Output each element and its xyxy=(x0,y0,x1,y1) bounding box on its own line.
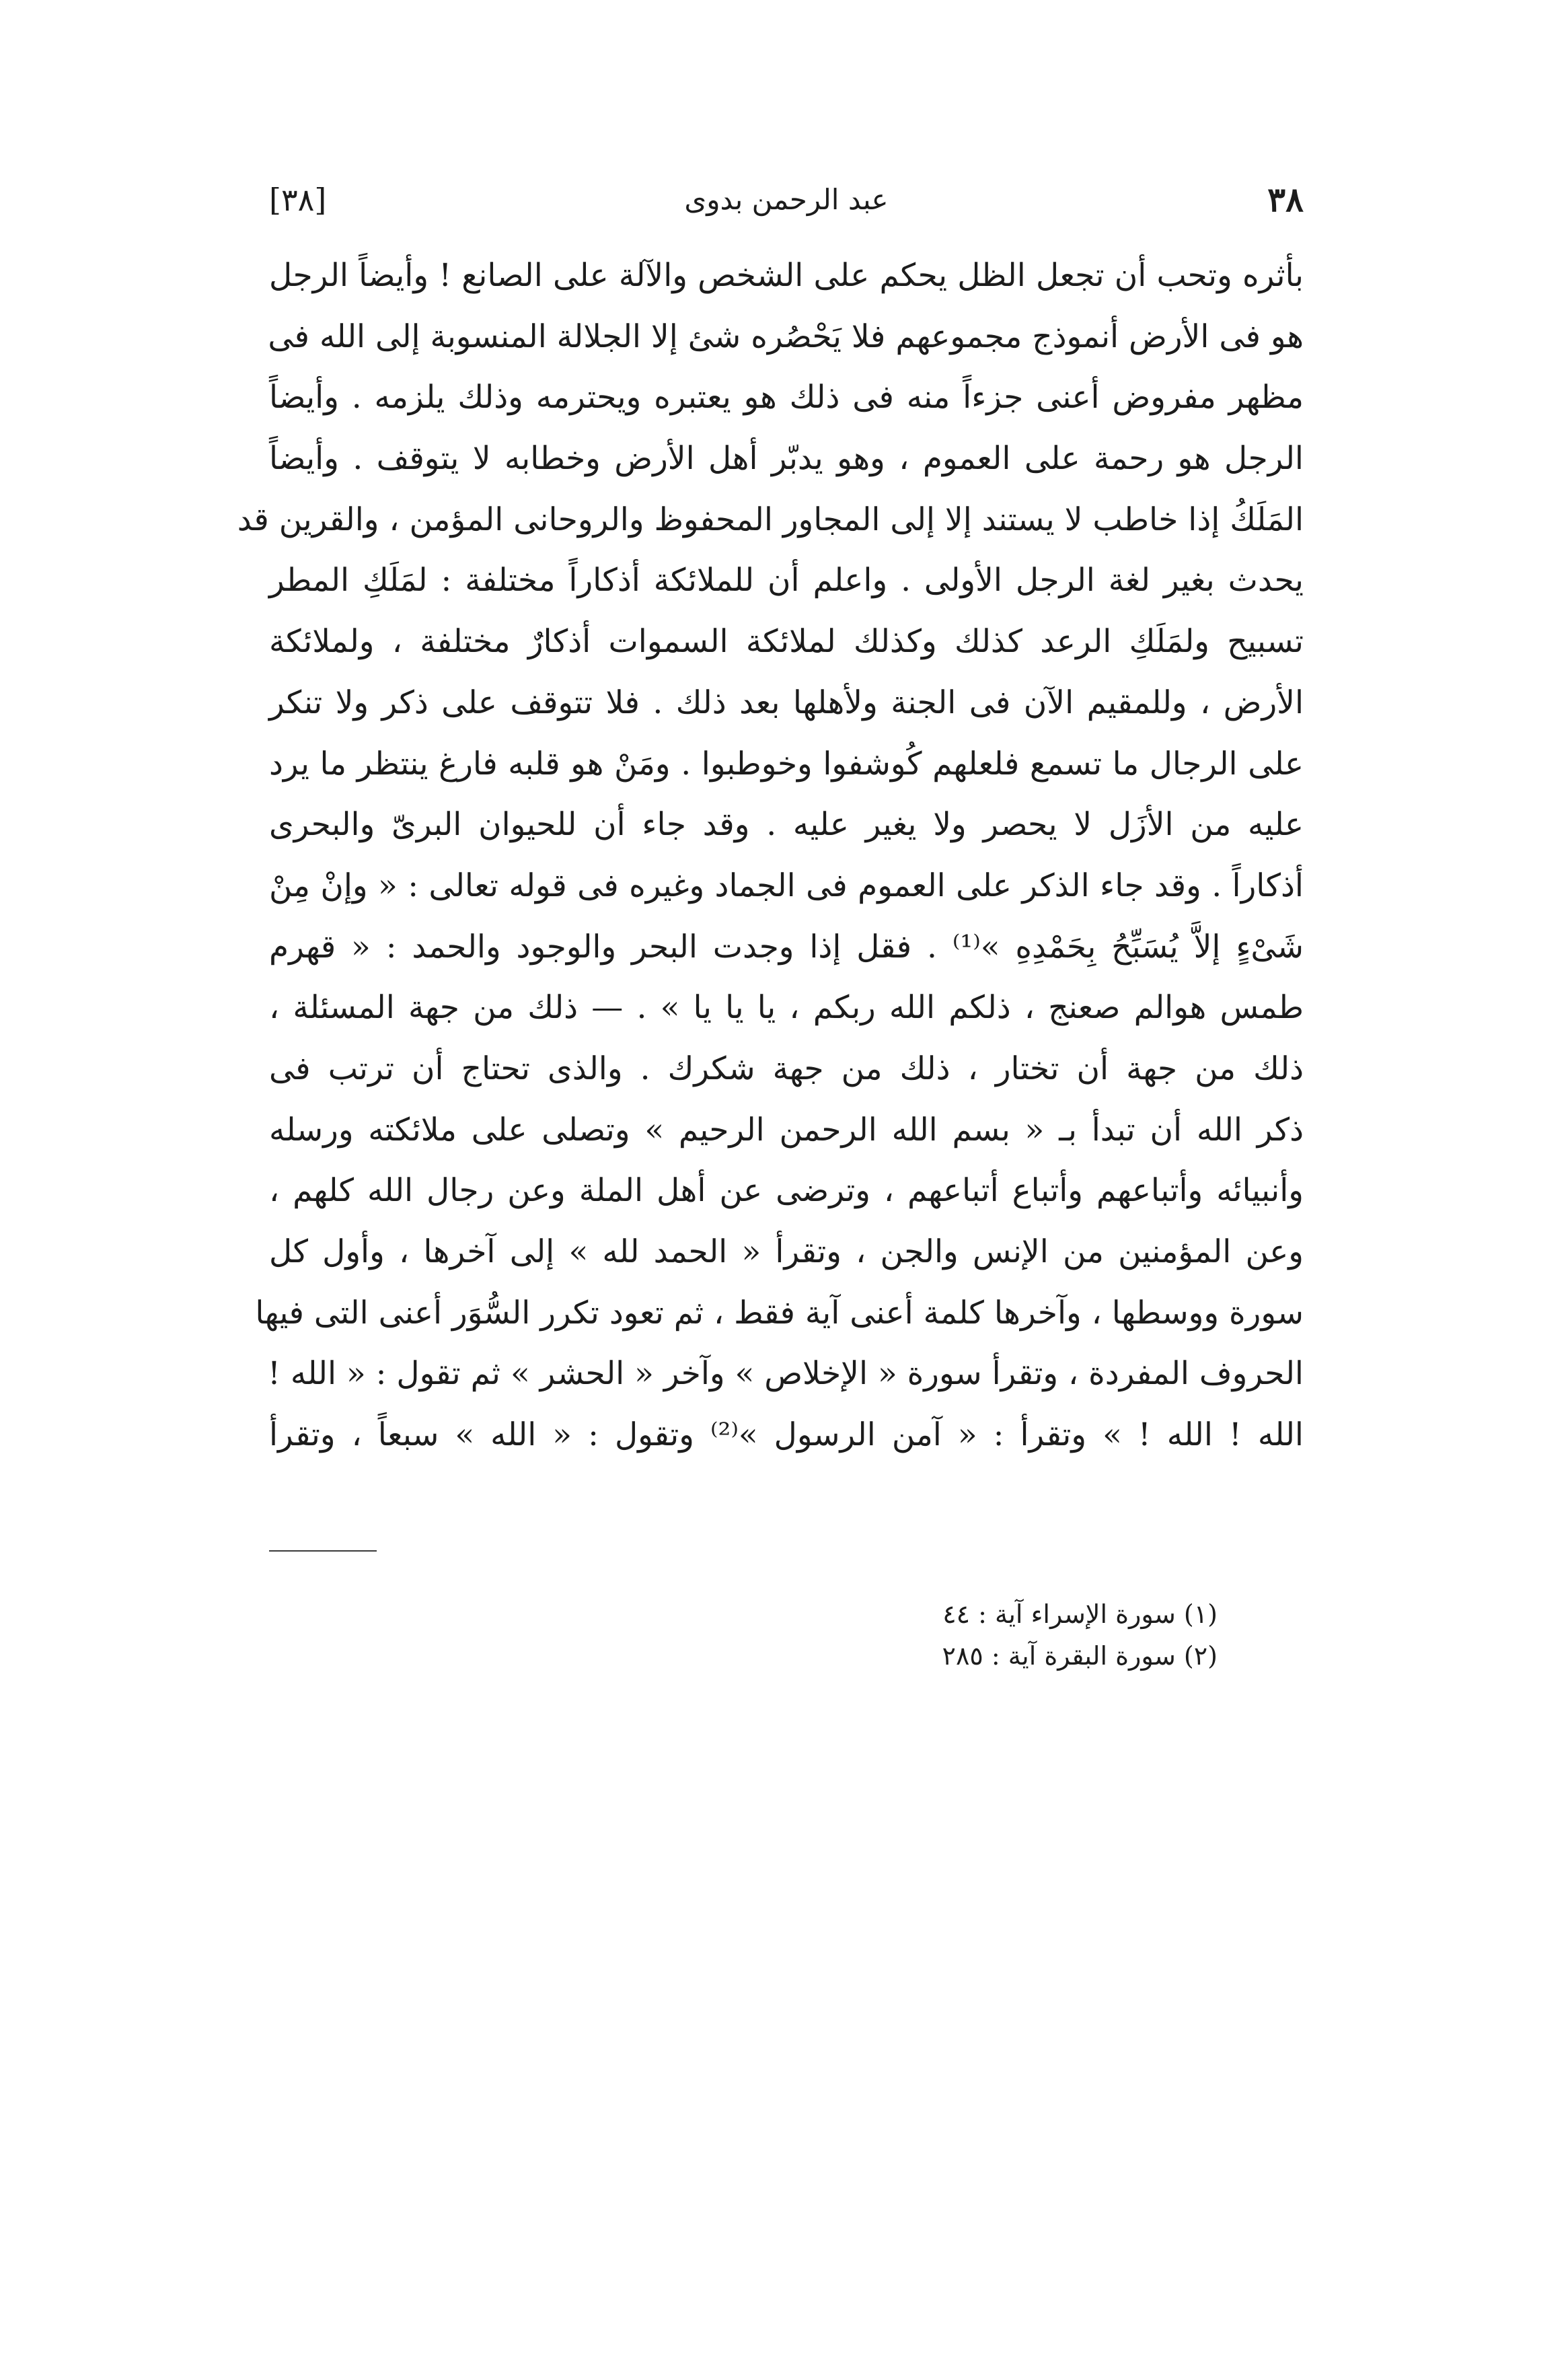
text-line: تسبيح ولمَلَكِ الرعد كذلك وكذلك لملائكة السموات أذكارٌ مختلفة ، ولملائكة xyxy=(269,623,1304,661)
original-page-reference: [٣٨] xyxy=(269,182,327,218)
running-title: عبد الرحمن بدوى xyxy=(684,183,889,216)
text-line: بأثره وتحب أن تجعل الظل يحكم على الشخص والآلة على الصانع ! وأيضاً الرجل xyxy=(269,257,1304,294)
text-line: طمس هوالم صعنج ، ذلكم الله ربكم ، يا يا يا » . — ذلك من جهة المسئلة ، xyxy=(269,989,1304,1027)
footnote-separator xyxy=(269,1550,377,1552)
page-number: ٣٨ xyxy=(1267,180,1304,219)
footnote: (١) سورة الإسراء آية : ٤٤ xyxy=(942,1599,1218,1629)
text-line: ذلك من جهة أن تختار ، ذلك من جهة شكرك . والذى تحتاج أن ترتب فى xyxy=(269,1050,1304,1087)
page-header xyxy=(269,176,1304,223)
text-line: وعن المؤمنين من الإنس والجن ، وتقرأ « الحمد لله » إلى آخرها ، وأول كل xyxy=(269,1233,1304,1270)
text-line: وأنبيائه وأتباعهم وأتباع أتباعهم ، وترضى عن أهل الملة وعن رجال الله كلهم ، xyxy=(269,1172,1304,1210)
text-line: يحدث بغير لغة الرجل الأولى . واعلم أن للملائكة أذكاراً مختلفة : لمَلَكِ المطر xyxy=(269,562,1304,600)
text-line: سورة ووسطها ، وآخرها كلمة أعنى آية فقط ، ثم تعود تكرر السُّوَر أعنى التى فيها xyxy=(255,1294,1304,1332)
body-text xyxy=(237,246,1304,1466)
text-line: عليه من الأزَل لا يحصر ولا يغير عليه . وقد جاء أن للحيوان البرىّ والبحرى xyxy=(269,806,1304,844)
text-line: الأرض ، وللمقيم الآن فى الجنة ولأهلها بعد ذلك . فلا تتوقف على ذكر ولا تنكر xyxy=(269,684,1304,721)
text-line: الرجل هو رحمة على العموم ، وهو يدبّر أهل الأرض وخطابه لا يتوقف . وأيضاً xyxy=(269,440,1304,478)
text-line: مظهر مفروض أعنى جزءاً منه فى ذلك هو يعتبره ويحترمه وذلك يلزمه . وأيضاً xyxy=(269,379,1304,416)
text-line: هو فى الأرض أنموذج مجموعهم فلا يَحْصُره شئ إلا الجلالة المنسوبة إلى الله فى xyxy=(268,318,1304,355)
footnote: (٢) سورة البقرة آية : ٢٨٥ xyxy=(942,1641,1218,1671)
footnotes xyxy=(767,1593,1218,1677)
text-line: أذكاراً . وقد جاء الذكر على العموم فى الجماد وغيره فى قوله تعالى : « وإنْ مِنْ xyxy=(269,867,1304,904)
text-line: الله ! الله ! » وتقرأ : « آمن الرسول »⁽²⁾ وتقول : « الله » سبعاً ، وتقرأ xyxy=(269,1416,1304,1454)
text-line: المَلَكُ إذا خاطب لا يستند إلا إلى المجاور المحفوظ والروحانى المؤمن ، والقرين قد xyxy=(237,501,1304,538)
text-line: ذكر الله أن تبدأ بـ « بسم الله الرحمن الرحيم » وتصلى على ملائكته ورسله xyxy=(269,1111,1304,1149)
text-line: على الرجال ما تسمع فلعلهم كُوشفوا وخوطبوا . ومَنْ هو قلبه فارغ ينتظر ما يرد xyxy=(269,745,1304,783)
text-line: الحروف المفردة ، وتقرأ سورة « الإخلاص » وآخر « الحشر » ثم تقول : « الله ! xyxy=(268,1355,1304,1393)
text-line: شَىْءٍ إلاَّ يُسَبِّحُ بِحَمْدِهِ »⁽¹⁾ . فقل إذا وجدت البحر والوجود والحمد : « قهرم xyxy=(269,928,1304,966)
